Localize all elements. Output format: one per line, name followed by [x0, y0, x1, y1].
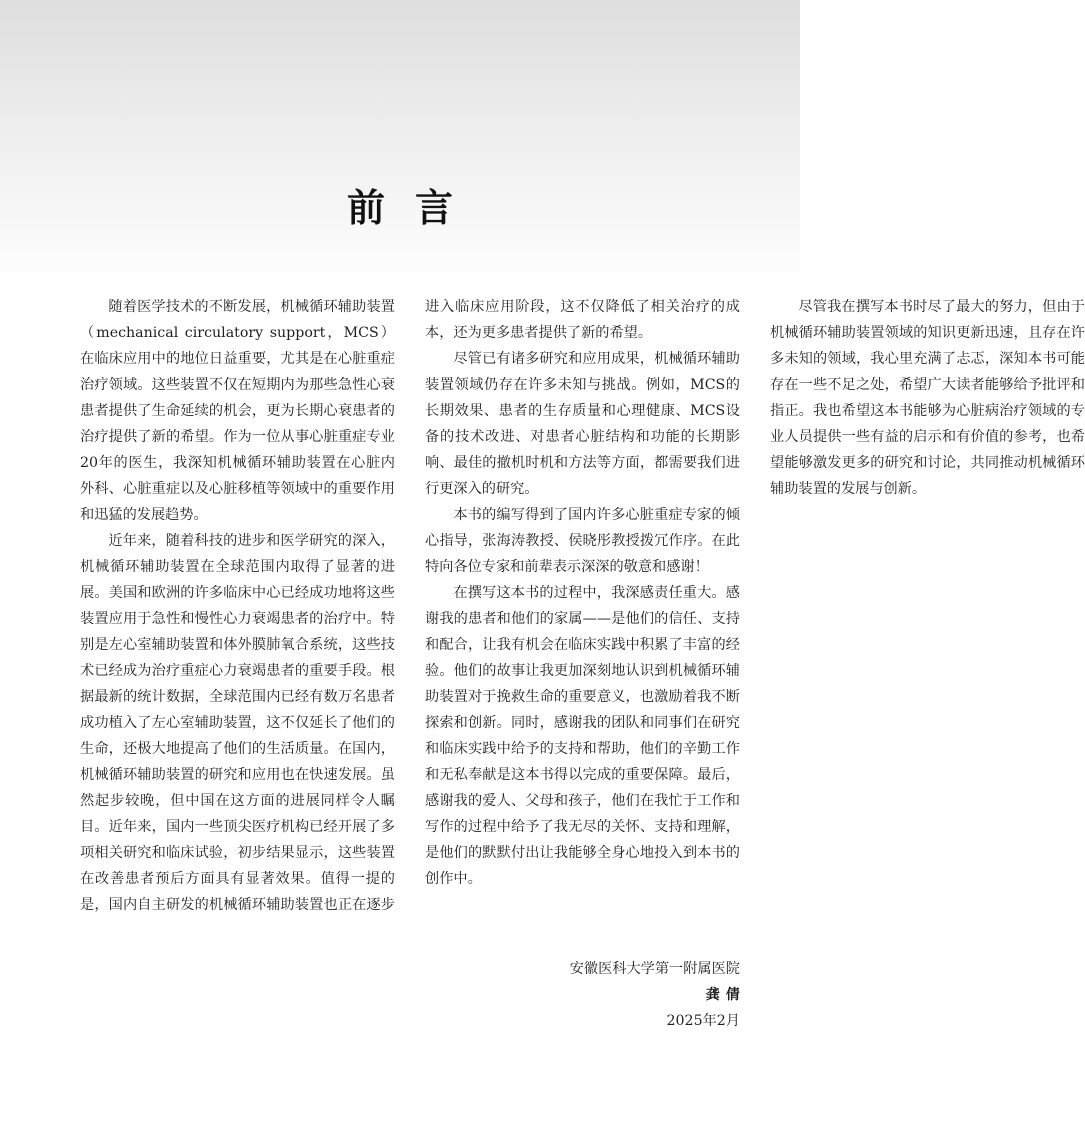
paragraph: 尽管已有诸多研究和应用成果，机械循环辅助装置领域仍存在许多未知与挑战。例如，MCS的长期效果、患者的生存质量和心理健康、MCS设备的技术改进、对患者心脏结构和功能的长期影响、最佳的撤机时机和方法等方面，都需要我们进行更深入的研究。: [425, 351, 740, 497]
signature-author: 龚倩: [705, 987, 746, 1003]
signature-institution: 安徽医科大学第一附属医院: [569, 961, 740, 977]
paragraph: 随着医学技术的不断发展，机械循环辅助装置（mechanical circulatory support，MCS）在临床应用中的地位日益重要，尤其是在心脏重症治疗领域。这些装置不仅在短期内为那些急性心衰患者提供了生命延续的机会，更为长期心衰患者的治疗提供了新的希望。作为一位从事心脏重症专业20年的医生，我深知机械循环辅助装置在心脏内外科、心脏重症以及心脏移植等领域中的重要作用和迅猛的发展趋势。: [80, 299, 395, 523]
paragraph: 本书的编写得到了国内许多心脏重症专家的倾心指导，张海涛教授、侯晓彤教授拨冗作序。在此特向各位专家和前辈表示深深的敬意和感谢！: [425, 507, 740, 575]
header-band: [0, 0, 800, 290]
paragraph: 尽管我在撰写本书时尽了最大的努力，但由于机械循环辅助装置领域的知识更新迅速，且存在许多未知的领域，我心里充满了忐忑，深知本书可能存在一些不足之处，希望广大读者能够给予批评和指正。我也希望这本书能够为心脏病治疗领域的专业人员提供一些有益的启示和有价值的参考，也希望能够激发更多的研究和讨论，共同推动机械循环辅助装置的发展与创新。: [770, 299, 1085, 497]
signature-block: [569, 956, 746, 1034]
body-text: [80, 294, 1085, 934]
page-title: 前言: [346, 186, 483, 231]
paragraph: 近年来，随着科技的进步和医学研究的深入，机械循环辅助装置在全球范围内取得了显著的进展。美国和欧洲的许多临床中心已经成功地将这些装置应用于急性和慢性心力衰竭患者的治疗中。特别是左心室辅助装置和体外膜肺氧合系统，这些技术已经成为治疗重症心力衰竭患者的重要手段。根据最新的统计数据，全球范围内已经有数万名患者成功植入了左心室辅助装置，这不仅延长了他们的生命，还极大地提高了他们的生活质量。在国内，机械循环辅助装置的研究和应用也在快速发展。虽然起步较晚，但中国在这方面的进展同样令人瞩目。近年来，国内一些顶尖医疗机构已经开展了多项相关研究和临床试验，初步结果显示，这些装置在改善患者预后方面具有显著效果。值得一提的是，国内自主研发的机械循环辅助装置也正在逐步进入临床应用阶段，这不仅降低了相关治疗的成本，还为更多患者提供了新的希望。: [80, 299, 740, 913]
paragraph: 在撰写这本书的过程中，我深感责任重大。感谢我的患者和他们的家属——是他们的信任、支持和配合，让我有机会在临床实践中积累了丰富的经验。他们的故事让我更加深刻地认识到机械循环辅助装置对于挽救生命的重要意义，也激励着我不断探索和创新。同时，感谢我的团队和同事们在研究和临床实践中给予的支持和帮助，他们的辛勤工作和无私奉献是这本书得以完成的重要保障。最后，感谢我的爱人、父母和孩子，他们在我忙于工作和写作的过程中给予了我无尽的关怀、支持和理解，是他们的默默付出让我能够全身心地投入到本书的创作中。: [425, 585, 740, 887]
signature-date: 2025年2月: [666, 1013, 740, 1029]
